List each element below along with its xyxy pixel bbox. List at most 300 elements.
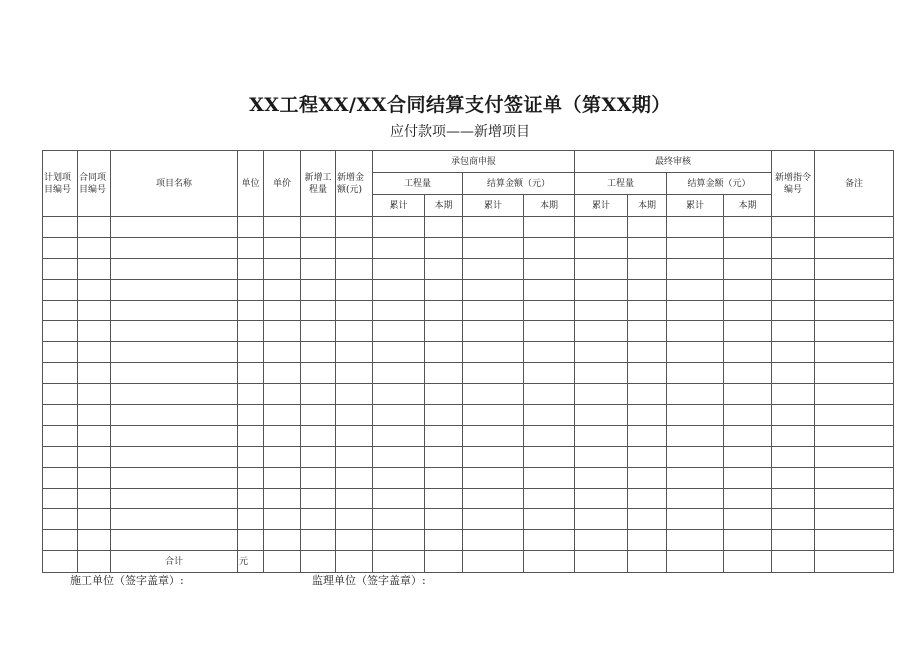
table-cell [724, 342, 772, 363]
table-cell [264, 467, 301, 488]
header-unit: 单位 [238, 151, 264, 217]
table-cell [111, 509, 238, 530]
table-cell [772, 363, 815, 384]
table-cell [463, 425, 524, 446]
table-cell [111, 530, 238, 551]
table-cell [301, 509, 336, 530]
table-cell [301, 530, 336, 551]
table-cell [425, 530, 463, 551]
table-cell [336, 425, 373, 446]
table-cell [628, 467, 667, 488]
table-cell [264, 425, 301, 446]
table-row [43, 384, 894, 405]
table-cell [301, 300, 336, 321]
header-item-name: 项目名称 [111, 151, 238, 217]
table-cell [425, 258, 463, 279]
total-row [43, 551, 894, 573]
table-cell [111, 467, 238, 488]
table-cell [336, 384, 373, 405]
table-cell [575, 258, 628, 279]
table-cell [667, 217, 724, 238]
table-row [43, 300, 894, 321]
table-cell [301, 237, 336, 258]
table-cell [238, 509, 264, 530]
table-cell [264, 321, 301, 342]
table-cell [815, 467, 894, 488]
table-row [43, 467, 894, 488]
table-cell [425, 509, 463, 530]
table-cell [724, 405, 772, 426]
table-cell [111, 342, 238, 363]
table-cell [264, 446, 301, 467]
table-cell [301, 405, 336, 426]
table-cell [815, 342, 894, 363]
table-cell [524, 509, 575, 530]
table-cell [667, 467, 724, 488]
table-cell [373, 321, 425, 342]
table-cell [815, 384, 894, 405]
table-cell [815, 258, 894, 279]
table-cell [425, 467, 463, 488]
header-current: 本期 [524, 195, 575, 217]
table-row [43, 363, 894, 384]
table-cell [43, 425, 78, 446]
table-cell [425, 405, 463, 426]
table-cell [628, 405, 667, 426]
table-cell [238, 279, 264, 300]
table-cell [667, 279, 724, 300]
table-cell [724, 321, 772, 342]
table-cell [667, 384, 724, 405]
table-cell [772, 488, 815, 509]
table-cell [78, 446, 111, 467]
table-cell [724, 425, 772, 446]
table-cell [43, 237, 78, 258]
table-cell [772, 217, 815, 238]
table-cell [238, 237, 264, 258]
table-cell [264, 217, 301, 238]
table-cell [301, 342, 336, 363]
table-cell [264, 509, 301, 530]
table-cell [628, 425, 667, 446]
table-cell [264, 279, 301, 300]
table-cell [724, 279, 772, 300]
table-cell [524, 363, 575, 384]
table-cell [425, 321, 463, 342]
table-cell [575, 300, 628, 321]
table-cell [43, 258, 78, 279]
table-cell [724, 237, 772, 258]
table-cell [373, 467, 425, 488]
table-cell [78, 217, 111, 238]
table-cell [238, 530, 264, 551]
table-cell [111, 300, 238, 321]
document-subtitle: 应付款项——新增项目 [390, 124, 530, 140]
table-cell [43, 446, 78, 467]
table-cell [78, 425, 111, 446]
table-cell [336, 488, 373, 509]
table-cell [772, 425, 815, 446]
table-cell [724, 384, 772, 405]
table-cell [772, 446, 815, 467]
table-cell [772, 237, 815, 258]
table-cell [575, 217, 628, 238]
table-cell [43, 300, 78, 321]
table-cell [575, 446, 628, 467]
table-cell [264, 530, 301, 551]
table-cell [463, 342, 524, 363]
table-cell [78, 384, 111, 405]
table-row [43, 425, 894, 446]
table-cell [628, 279, 667, 300]
table-cell [815, 488, 894, 509]
table-cell [78, 363, 111, 384]
table-cell [772, 300, 815, 321]
table-cell [524, 384, 575, 405]
table-cell [238, 321, 264, 342]
table-cell [628, 217, 667, 238]
table-cell [575, 384, 628, 405]
table-cell [575, 321, 628, 342]
table-row [43, 217, 894, 238]
table-cell [524, 342, 575, 363]
table-cell [575, 279, 628, 300]
table-cell [336, 363, 373, 384]
table-cell [336, 446, 373, 467]
table-cell [301, 446, 336, 467]
table-cell [628, 530, 667, 551]
table-cell [301, 467, 336, 488]
table-row [43, 342, 894, 363]
table-cell [111, 405, 238, 426]
table-cell [301, 363, 336, 384]
table-cell [425, 217, 463, 238]
table-cell [524, 217, 575, 238]
table-cell [373, 342, 425, 363]
table-cell [425, 237, 463, 258]
table-row [43, 258, 894, 279]
table-cell [264, 342, 301, 363]
table-cell [264, 363, 301, 384]
table-cell [425, 363, 463, 384]
table-cell [524, 425, 575, 446]
header-plan-no: 计划项目编号 [43, 151, 78, 217]
table-cell [524, 405, 575, 426]
table-row [43, 321, 894, 342]
table-cell [772, 279, 815, 300]
table-cell [772, 384, 815, 405]
table-cell [463, 530, 524, 551]
header-current: 本期 [628, 195, 667, 217]
table-cell [78, 321, 111, 342]
total-label: 合计 [111, 551, 238, 573]
table-cell [667, 530, 724, 551]
table-cell [667, 258, 724, 279]
table-cell [667, 300, 724, 321]
table-cell [301, 384, 336, 405]
table-cell [111, 488, 238, 509]
table-cell [301, 488, 336, 509]
table-cell [373, 363, 425, 384]
table-row [43, 509, 894, 530]
table-cell [724, 467, 772, 488]
table-cell [772, 509, 815, 530]
header-new-quantity: 新增工程量 [301, 151, 336, 217]
header-contractor-declaration: 承包商申报 [373, 151, 575, 173]
table-cell [111, 384, 238, 405]
table-cell [628, 321, 667, 342]
table-cell [524, 279, 575, 300]
header-final-review: 最终审核 [575, 151, 772, 173]
table-cell [111, 217, 238, 238]
table-cell [373, 300, 425, 321]
table-cell [373, 446, 425, 467]
header-cumulative: 累计 [575, 195, 628, 217]
table-cell [111, 425, 238, 446]
table-cell [301, 217, 336, 238]
table-cell [772, 258, 815, 279]
table-cell [524, 488, 575, 509]
table-cell [425, 279, 463, 300]
table-cell [78, 237, 111, 258]
table-cell [524, 300, 575, 321]
table-cell [772, 405, 815, 426]
table-cell [336, 530, 373, 551]
header-contractor-quantity: 工程量 [373, 173, 463, 195]
table-cell [43, 363, 78, 384]
table-cell [628, 446, 667, 467]
table-cell [524, 530, 575, 551]
table-cell [524, 446, 575, 467]
table-cell [373, 237, 425, 258]
table-cell [463, 279, 524, 300]
table-cell [524, 258, 575, 279]
table-cell [815, 446, 894, 467]
table-cell [463, 300, 524, 321]
table-cell [336, 405, 373, 426]
table-cell [373, 217, 425, 238]
table-cell [667, 342, 724, 363]
table-cell [78, 279, 111, 300]
table-cell [463, 363, 524, 384]
table-cell [425, 425, 463, 446]
table-cell [238, 405, 264, 426]
table-cell [463, 384, 524, 405]
table-cell [238, 384, 264, 405]
table-cell [43, 405, 78, 426]
table-cell [43, 467, 78, 488]
table-cell [815, 363, 894, 384]
table-cell [463, 509, 524, 530]
table-cell [78, 258, 111, 279]
document-title: XX工程XX/XX合同结算支付签证单（第XX期） [249, 94, 671, 116]
table-cell [238, 467, 264, 488]
table-cell [78, 509, 111, 530]
table-cell [264, 405, 301, 426]
table-cell [815, 425, 894, 446]
table-row [43, 488, 894, 509]
table-cell [815, 405, 894, 426]
table-cell [815, 321, 894, 342]
table-cell [111, 279, 238, 300]
table-cell [336, 509, 373, 530]
header-current: 本期 [425, 195, 463, 217]
table-cell [264, 237, 301, 258]
table-cell [815, 237, 894, 258]
table-cell [628, 300, 667, 321]
table-cell [43, 279, 78, 300]
table-cell [78, 342, 111, 363]
table-cell [575, 530, 628, 551]
header-instruction-no: 新增指令编号 [772, 151, 815, 217]
table-cell [463, 446, 524, 467]
table-cell [301, 425, 336, 446]
table-cell [575, 405, 628, 426]
header-new-amount: 新增金额(元) [336, 151, 373, 217]
table-cell [373, 488, 425, 509]
table-cell [724, 363, 772, 384]
table-cell [724, 446, 772, 467]
header-contract-no: 合同项目编号 [78, 151, 111, 217]
table-cell [43, 384, 78, 405]
table-cell [43, 321, 78, 342]
table-cell [772, 467, 815, 488]
construction-unit-signature: 施工单位（签字盖章）: [70, 574, 184, 587]
table-cell [43, 342, 78, 363]
table-cell [724, 488, 772, 509]
table-cell [667, 446, 724, 467]
table-cell [111, 446, 238, 467]
table-cell [264, 384, 301, 405]
table-cell [238, 446, 264, 467]
table-cell [815, 530, 894, 551]
table-cell [373, 384, 425, 405]
table-cell [463, 321, 524, 342]
table-cell [667, 237, 724, 258]
table-cell [667, 321, 724, 342]
table-cell [575, 342, 628, 363]
table-cell [524, 321, 575, 342]
table-cell [628, 363, 667, 384]
table-cell [336, 217, 373, 238]
table-cell [336, 279, 373, 300]
table-cell [724, 509, 772, 530]
table-cell [336, 258, 373, 279]
header-final-quantity: 工程量 [575, 173, 667, 195]
table-cell [667, 405, 724, 426]
table-cell [815, 300, 894, 321]
table-cell [724, 530, 772, 551]
table-cell [238, 217, 264, 238]
table-cell [815, 217, 894, 238]
total-unit: 元 [238, 551, 264, 573]
table-cell [628, 488, 667, 509]
table-cell [336, 321, 373, 342]
header-remarks: 备注 [815, 151, 894, 217]
table-cell [336, 467, 373, 488]
table-cell [524, 467, 575, 488]
table-cell [575, 425, 628, 446]
table-cell [373, 258, 425, 279]
table-cell [628, 384, 667, 405]
table-cell [628, 237, 667, 258]
header-cumulative: 累计 [667, 195, 724, 217]
table-cell [667, 425, 724, 446]
table-cell [264, 488, 301, 509]
header-unit-price: 单价 [264, 151, 301, 217]
table-cell [425, 384, 463, 405]
table-cell [78, 405, 111, 426]
table-cell [336, 342, 373, 363]
table-cell [43, 217, 78, 238]
table-cell [575, 488, 628, 509]
table-cell [425, 488, 463, 509]
table-row [43, 279, 894, 300]
table-cell [238, 425, 264, 446]
table-cell [425, 446, 463, 467]
table-cell [724, 258, 772, 279]
table-cell [111, 258, 238, 279]
table-cell [336, 237, 373, 258]
supervision-unit-signature: 监理单位（签字盖章）: [312, 574, 426, 587]
table-cell [78, 300, 111, 321]
header-cumulative: 累计 [373, 195, 425, 217]
table-cell [336, 300, 373, 321]
table-cell [78, 488, 111, 509]
table-cell [628, 258, 667, 279]
table-cell [111, 363, 238, 384]
table-cell [43, 488, 78, 509]
table-cell [463, 488, 524, 509]
table-cell [463, 237, 524, 258]
table-cell [772, 530, 815, 551]
table-cell [238, 300, 264, 321]
table-cell [301, 321, 336, 342]
header-cumulative: 累计 [463, 195, 524, 217]
table-cell [373, 405, 425, 426]
table-cell [524, 237, 575, 258]
table-cell [463, 467, 524, 488]
table-cell [463, 258, 524, 279]
table-cell [43, 509, 78, 530]
table-cell [111, 321, 238, 342]
table-cell [575, 363, 628, 384]
table-cell [373, 509, 425, 530]
table-cell [724, 300, 772, 321]
table-cell [772, 321, 815, 342]
table-cell [373, 279, 425, 300]
table-cell [463, 405, 524, 426]
table-cell [425, 342, 463, 363]
table-cell [667, 509, 724, 530]
table-cell [628, 509, 667, 530]
table-cell [628, 342, 667, 363]
table-row [43, 405, 894, 426]
table-cell [373, 425, 425, 446]
table-cell [264, 300, 301, 321]
table-cell [78, 530, 111, 551]
table-cell [463, 217, 524, 238]
table-cell [301, 258, 336, 279]
table-cell [575, 237, 628, 258]
table-cell [575, 509, 628, 530]
table-cell [301, 279, 336, 300]
settlement-table [42, 150, 894, 573]
table-cell [238, 363, 264, 384]
table-cell [43, 530, 78, 551]
table-row [43, 237, 894, 258]
table-cell [667, 363, 724, 384]
